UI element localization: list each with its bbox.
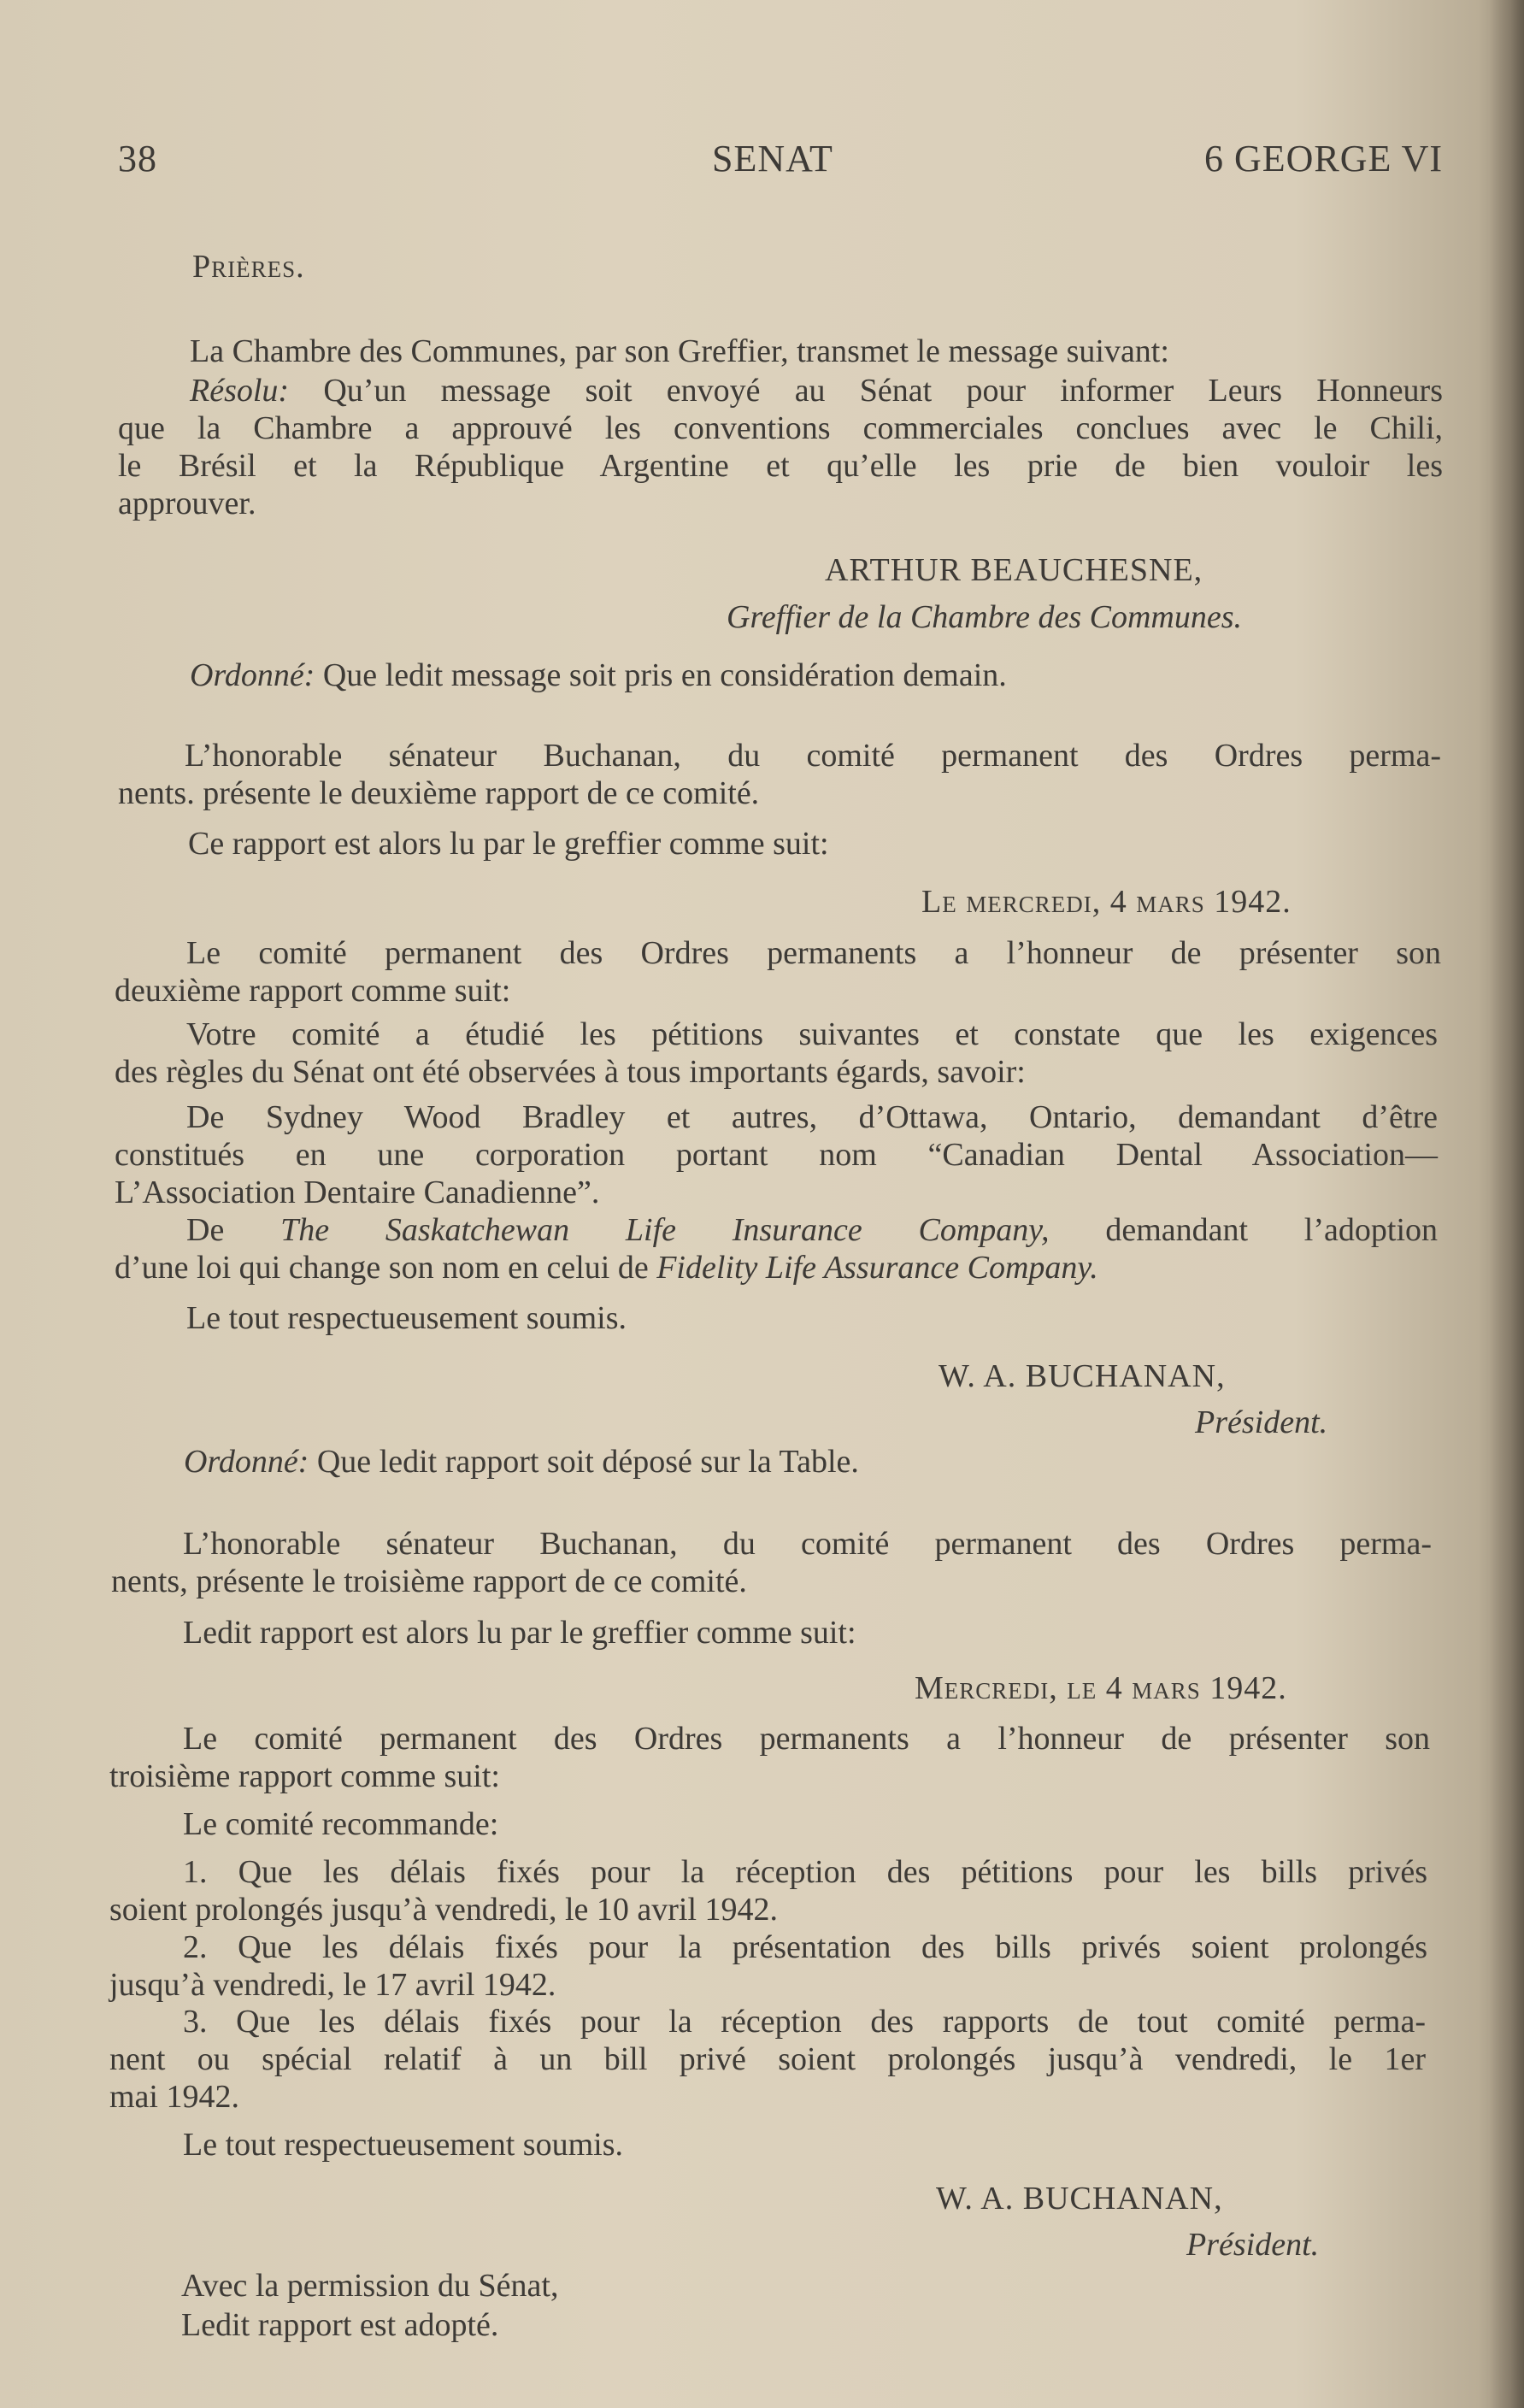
report2-intro: [118, 737, 1441, 812]
report3-item-3: [109, 2003, 1426, 2116]
resolu-line-1: Résolu: Qu’un message soit envoyé au Sénat pour informer Leurs Honneurs: [190, 373, 1444, 409]
resolu-line-4: approuver.: [118, 486, 256, 521]
resolu-paragraph: [118, 372, 1443, 522]
report2-ordonne: Ordonné: Que ledit rapport soit déposé sur la Table.: [184, 1444, 859, 1480]
signer-beauchesne: ARTHUR BEAUCHESNE,: [825, 552, 1203, 588]
report3-read: Ledit rapport est alors lu par le greffier comme suit:: [183, 1615, 856, 1651]
report2-p2: [115, 1016, 1438, 1091]
report3-item-3-line-1: 3. Que les délais fixés pour la réception des rapports de tout comité perma-: [183, 2004, 1426, 2040]
report2-p3-line-1: De Sydney Wood Bradley et autres, d’Ottawa, Ontario, demandant d’être: [186, 1099, 1438, 1135]
report2-date: Le mercredi, 4 mars 1942.: [921, 884, 1292, 920]
report3-closing: Le tout respectueusement soumis.: [183, 2127, 623, 2163]
report2-p4-line-1: De The Saskatchewan Life Insurance Company, demandant l’adoption: [186, 1212, 1438, 1248]
message-ordonne: Ordonné: Que ledit message soit pris en considération demain.: [190, 657, 1007, 693]
report3-item-3-line-2: nent ou spécial relatif à un bill privé soient prolongés jusqu’à vendredi, le 1er: [109, 2041, 1426, 2077]
report2-signer-title: Président.: [1195, 1404, 1328, 1440]
message-intro: La Chambre des Communes, par son Greffier, transmet le message suivant:: [190, 333, 1169, 369]
report2-closing: Le tout respectueusement soumis.: [186, 1300, 627, 1336]
report3-signer: W. A. BUCHANAN,: [936, 2181, 1223, 2217]
report2-p3: [115, 1098, 1438, 1211]
report3-p1-line-1: Le comité permanent des Ordres permanents a l’honneur de présenter son: [183, 1721, 1430, 1757]
report2-p1-line-2: deuxième rapport comme suit:: [115, 973, 511, 1009]
report2-p4: [115, 1211, 1438, 1286]
report3-permission: Avec la permission du Sénat,: [181, 2268, 559, 2304]
report3-intro-line-2: nents, présente le troisième rapport de ce comité.: [111, 1563, 747, 1599]
report3-recommends: Le comité recommande:: [183, 1806, 499, 1842]
resolu-line-3: le Brésil et la République Argentine et qu’elle les prie de bien vouloir les: [118, 448, 1443, 484]
report3-item-1: [109, 1853, 1427, 1928]
report3-item-2-line-1: 2. Que les délais fixés pour la présentation des bills privés soient prolongés: [183, 1929, 1427, 1965]
signer-beauchesne-title: Greffier de la Chambre des Communes.: [727, 599, 1243, 635]
report3-adopted: Ledit rapport est adopté.: [181, 2307, 499, 2343]
report3-intro-line-1: L’honorable sénateur Buchanan, du comité permanent des Ordres perma-: [183, 1526, 1432, 1562]
report2-signer: W. A. BUCHANAN,: [939, 1358, 1226, 1394]
page-spine-shadow: [1490, 0, 1524, 2408]
report3-item-2: [109, 1928, 1427, 2004]
report3-date: Mercredi, le 4 mars 1942.: [915, 1670, 1287, 1706]
report3-item-3-line-3: mai 1942.: [109, 2079, 239, 2115]
report2-p1: [115, 934, 1441, 1010]
report2-p2-line-2: des règles du Sénat ont été observées à tous importants égards, savoir:: [115, 1054, 1026, 1090]
report2-p4-line-2: d’une loi qui change son nom en celui de Fidelity Life Assurance Company.: [115, 1250, 1098, 1286]
report2-intro-line-1: L’honorable sénateur Buchanan, du comité permanent des Ordres perma-: [185, 738, 1441, 774]
header-reign: 6 GEORGE VI: [1203, 138, 1443, 180]
report2-p3-line-2: constitués en une corporation portant nom “Canadian Dental Association—: [115, 1137, 1438, 1173]
report2-intro-line-2: nents. présente le deuxième rapport de ce comité.: [118, 775, 760, 811]
page-number: 38: [118, 138, 157, 180]
report2-read: Ce rapport est alors lu par le greffier comme suit:: [188, 826, 829, 862]
header-chamber: SENAT: [712, 138, 833, 180]
ordonne-label: Ordonné:: [190, 657, 315, 693]
report3-signer-title: Président.: [1186, 2227, 1320, 2263]
report2-p1-line-1: Le comité permanent des Ordres permanents a l’honneur de présenter son: [186, 935, 1441, 971]
report3-p1: [109, 1720, 1430, 1795]
report3-intro: [111, 1525, 1432, 1600]
resolu-line-2: que la Chambre a approuvé les conventions commerciales conclues avec le Chili,: [118, 410, 1443, 446]
prieres-heading: Prières.: [192, 249, 305, 285]
resolu-label: Résolu:: [190, 373, 290, 409]
report2-p3-line-3: L’Association Dentaire Canadienne”.: [115, 1175, 600, 1210]
running-header: [118, 137, 1443, 188]
report3-item-2-line-2: jusqu’à vendredi, le 17 avril 1942.: [109, 1967, 556, 2003]
report3-p1-line-2: troisième rapport comme suit:: [109, 1758, 500, 1794]
report3-item-1-line-1: 1. Que les délais fixés pour la réception des pétitions pour les bills privés: [183, 1854, 1427, 1890]
report3-item-1-line-2: soient prolongés jusqu’à vendredi, le 10 avril 1942.: [109, 1892, 779, 1928]
report2-p2-line-1: Votre comité a étudié les pétitions suivantes et constate que les exigences: [186, 1016, 1438, 1052]
